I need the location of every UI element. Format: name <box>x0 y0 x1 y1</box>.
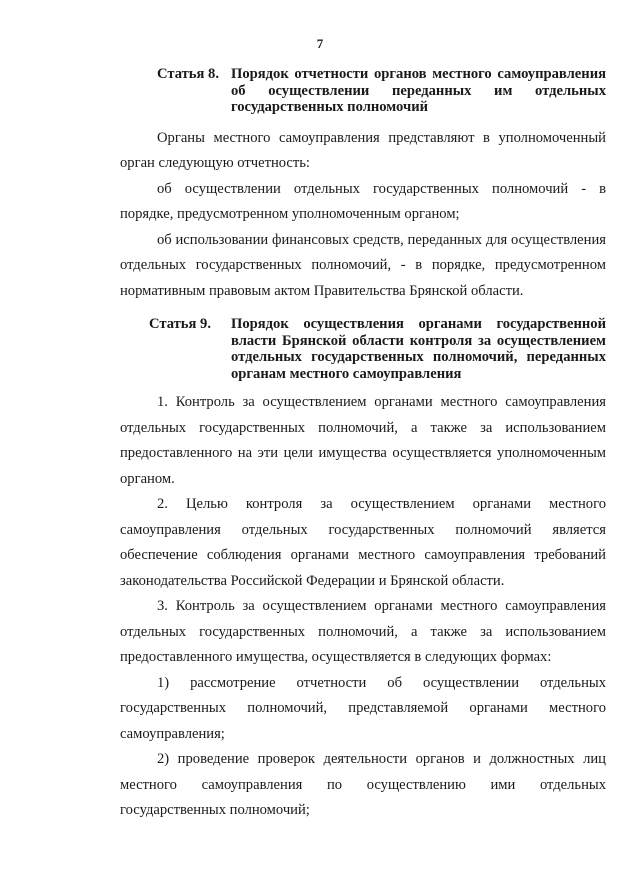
article-9-heading <box>149 316 606 382</box>
article-9-paragraph-1: 1. Контроль за осуществлением органами местного самоуправления отдельных государственных полномочий, а также за использованием предоставленного на эти цели имущества осуществляется уполномоченным органом. <box>120 394 606 487</box>
article-8-paragraph-3: об использовании финансовых средств, переданных для осуществления отдельных государственных полномочий, - в порядке, предусмотренном нормативным правовым актом Правительства Брянской области. <box>120 231 606 299</box>
document-body <box>120 66 606 824</box>
article-9-paragraph-2: 2. Целью контроля за осуществлением органами местного самоуправления отдельных государственных полномочий является обеспечение соблюдения органами местного самоуправления требований законодательства Российской Федерации и Брянской области. <box>120 496 606 589</box>
article-8-title: Порядок отчетности органов местного самоуправления об осуществлении переданных им отдельных государственных полномочий <box>231 66 606 115</box>
article-9-number: Статья 9. <box>149 316 211 332</box>
article-9-title: Порядок осуществления органами государственной власти Брянской области контроля за осуществлением отдельных государственных полномочий, переданных органам местного самоуправления <box>231 316 606 382</box>
page-number: 7 <box>316 36 324 51</box>
article-8-heading <box>157 66 606 116</box>
article-8-paragraph-2: об осуществлении отдельных государственных полномочий - в порядке, предусмотренном уполномоченным органом; <box>120 180 606 222</box>
article-8-number: Статья 8. <box>157 66 219 82</box>
article-9-item-2: 2) проведение проверок деятельности органов и должностных лиц местного самоуправления по осуществлению ими отдельных государственных полномочий; <box>120 751 606 818</box>
article-9-item-1: 1) рассмотрение отчетности об осуществлении отдельных государственных полномочий, представляемой органами местного самоуправления; <box>120 674 606 742</box>
article-9-paragraph-3: 3. Контроль за осуществлением органами местного самоуправления отдельных государственных полномочий, а также за использованием предоставленного имущества, осуществляется в следующих формах: <box>120 598 606 665</box>
article-8-paragraph-1: Органы местного самоуправления представляют в уполномоченный орган следующую отчетность: <box>120 129 606 171</box>
